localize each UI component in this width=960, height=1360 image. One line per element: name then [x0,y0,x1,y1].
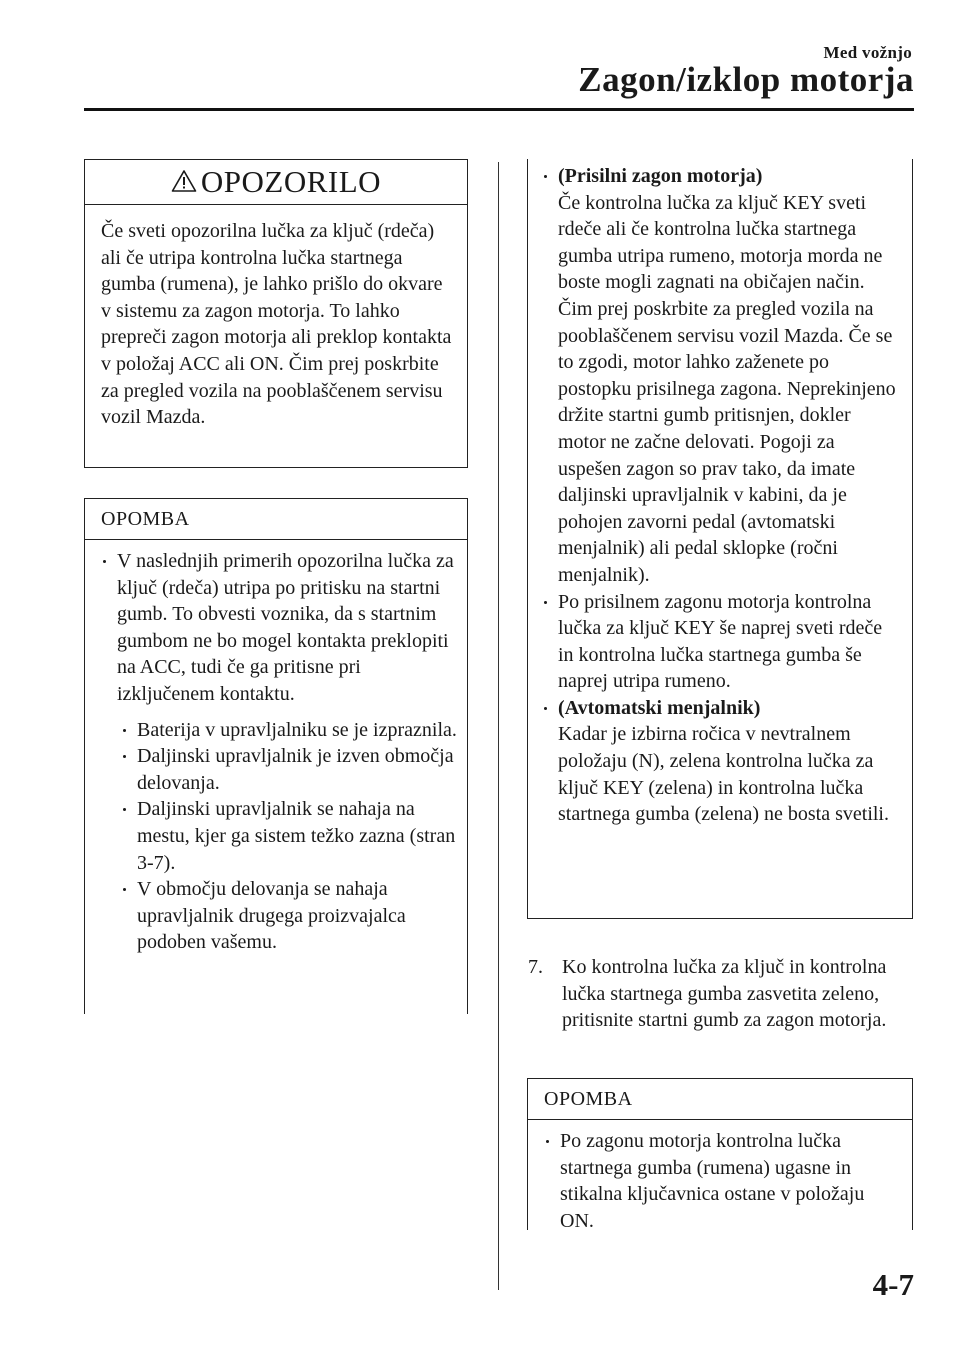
step-item [528,954,916,1034]
note-box [84,498,468,1014]
section-label: Med vožnjo [823,43,912,62]
note-subitem: Daljinski upravljalnik se nahaja na mestu, kjer ga sistem težko zazna (stran 3-7). [101,796,457,876]
note-title: OPOMBA [85,499,467,540]
step-number: 7. [528,956,543,978]
warning-triangle-icon [171,169,197,193]
note-subitem: Daljinski upravljalnik je izven območja delovanja. [101,743,457,796]
note-bullet [542,695,902,828]
note-bullet: Po zagonu motorja kontrolna lučka startnega gumba (rumena) ugasne in stikalna ključavnica ostane v položaju ON. [544,1128,902,1234]
column-divider [498,162,499,1290]
note-bullet: Po prisilnem zagonu motorja kontrolna lučka za ključ KEY še naprej sveti rdeče in kontrolna lučka startnega gumba še naprej utripa rumeno. [542,589,902,695]
warning-text: Če sveti opozorilna lučka za ključ (rdeča) ali če utripa kontrolna lučka startnega gumba (rumena), je lahko prišlo do okvare v sistemu za zagon motorja. To lahko prepreči zagon motorja ali preklop kontakta v položaj ACC ali ON. Čim prej poskrbite za pregled vozila na pooblaščenem servisu vozil Mazda. [101,220,452,429]
note-subheading: (Avtomatski menjalnik) [558,696,761,719]
page-title: Zagon/izklop motorja [578,60,914,99]
note-paragraph: Kadar je izbirna ročica v nevtralnem položaju (N), zelena kontrolna lučka za ključ KEY (zelena) in kontrolna lučka startnega gumba (zelena) ne bosta svetili. [558,723,889,826]
note-title: OPOMBA [528,1079,912,1120]
warning-box [84,159,468,468]
step-text: Ko kontrolna lučka za ključ in kontrolna lučka startnega gumba zasvetita zeleno, pritisnite startni gumb za zagon motorja. [562,956,887,1032]
note-bullet: V naslednjih primerih opozorilna lučka za ključ (rdeča) utripa po pritisku na startni gumb. To obvesti voznika, da s startnim gumbom ne bo mogel kontakta preklopiti na ACC, tudi če ga pritisne pri izključenem kontaktu. [101,548,457,708]
warning-header [85,160,467,205]
note-subitem: V območju delovanja se nahaja upravljalnik drugega proizvajalca podoben vašemu. [101,876,457,956]
note-paragraph: Če kontrolna lučka za ključ KEY sveti rdeče ali če kontrolna lučka startnega gumba utripa rumeno, motorja morda ne boste mogli zagnati na običajen način. Čim prej poskrbite za pregled vozila na pooblaščenem servisu vozil Mazda. Če se to zgodi, motor lahko zaženete po postopku prisilnega zagona. Neprekinjeno držite startni gumb pritisnjen, dokler motor ne začne delovati. Pogoji za uspešen zagon so prav tako, da imate daljinski upravljalnik v kabini, da je pohojen zavorni pedal (avtomatski menjalnik) ali pedal sklopke (ročni menjalnik). [558,191,896,586]
header-rule [84,108,914,111]
note-bullet [542,163,902,589]
note-body [85,540,467,956]
page-number: 4-7 [872,1267,914,1302]
note-continuation-box [527,159,913,919]
warning-title: OPOZORILO [200,164,382,199]
note-subitem: Baterija v upravljalniku se je izpraznila. [101,717,457,744]
note-subheading: (Prisilni zagon motorja) [558,165,763,187]
note-box [527,1078,913,1230]
note-body [528,1120,912,1234]
